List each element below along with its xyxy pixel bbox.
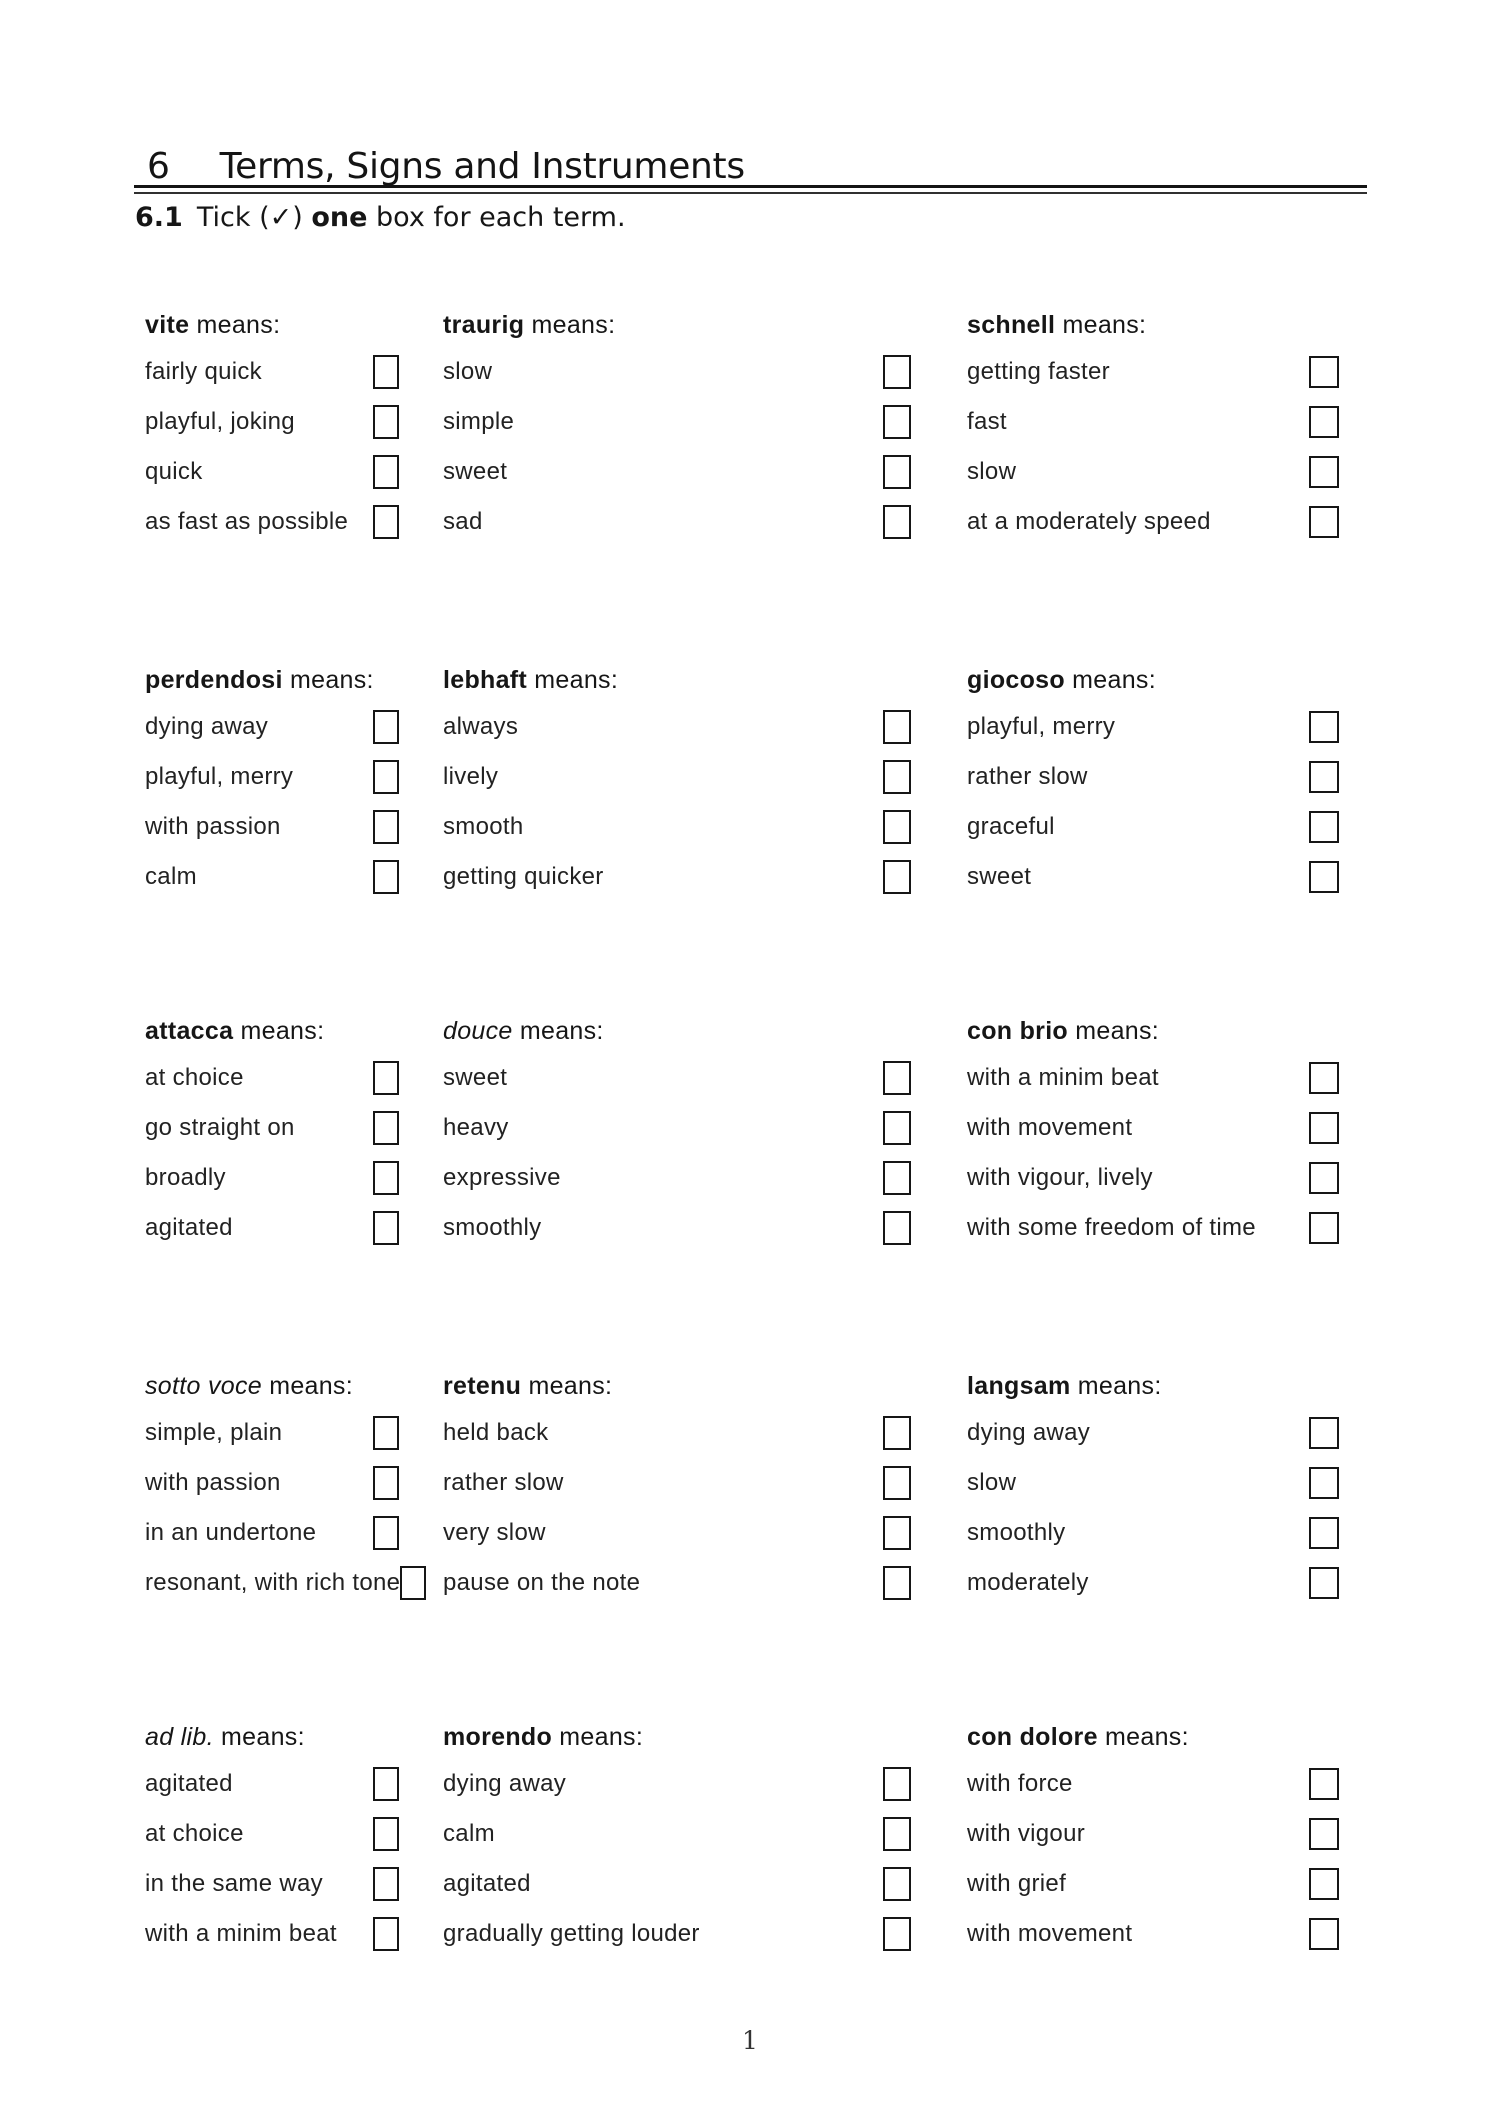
term-block-ad-lib xyxy=(145,1722,399,1959)
option-label: with some freedom of time xyxy=(967,1214,1256,1241)
term-block-schnell xyxy=(967,310,1339,547)
option-row xyxy=(967,1153,1339,1203)
option-label: at choice xyxy=(145,1064,244,1091)
means-label: means: xyxy=(552,1723,644,1751)
means-label: means: xyxy=(189,311,281,339)
option-label: dying away xyxy=(443,1770,567,1797)
option-row xyxy=(443,497,911,547)
checkbox[interactable] xyxy=(373,1161,399,1195)
checkbox[interactable] xyxy=(373,760,399,794)
option-row xyxy=(443,1909,911,1959)
instruction-number: 6.1 xyxy=(135,202,183,233)
term-name: douce xyxy=(443,1017,513,1045)
option-label: dying away xyxy=(967,1419,1091,1446)
option-row xyxy=(443,1053,911,1103)
option-label: agitated xyxy=(443,1870,531,1897)
checkbox[interactable] xyxy=(373,1516,399,1550)
option-label: with force xyxy=(967,1770,1073,1797)
term-name: giocoso xyxy=(967,666,1065,694)
checkbox[interactable] xyxy=(1309,1818,1339,1850)
means-label: means: xyxy=(261,1372,353,1400)
option-row xyxy=(967,802,1339,852)
term-block-retenu xyxy=(443,1371,911,1608)
checkbox[interactable] xyxy=(883,810,911,844)
section-number: 6 xyxy=(147,146,170,187)
term-heading xyxy=(967,1371,1339,1408)
option-row xyxy=(967,1558,1339,1608)
checkbox[interactable] xyxy=(373,1867,399,1901)
option-label: with movement xyxy=(967,1920,1133,1947)
option-row xyxy=(145,1153,399,1203)
term-block-lebhaft xyxy=(443,665,911,902)
option-label: moderately xyxy=(967,1569,1089,1596)
option-label: calm xyxy=(443,1820,495,1847)
means-label: means: xyxy=(1055,311,1147,339)
option-row xyxy=(145,397,399,447)
option-row xyxy=(967,752,1339,802)
checkbox[interactable] xyxy=(1309,711,1339,743)
option-row xyxy=(967,1408,1339,1458)
checkbox[interactable] xyxy=(883,1516,911,1550)
checkbox[interactable] xyxy=(883,1566,911,1600)
option-row xyxy=(443,702,911,752)
option-label: expressive xyxy=(443,1164,561,1191)
option-label: held back xyxy=(443,1419,549,1446)
checkbox[interactable] xyxy=(1309,456,1339,488)
term-block-giocoso xyxy=(967,665,1339,902)
option-row xyxy=(145,1859,399,1909)
means-label: means: xyxy=(1070,1372,1162,1400)
checkbox[interactable] xyxy=(883,1917,911,1951)
option-row xyxy=(967,1053,1339,1103)
term-heading xyxy=(967,310,1339,347)
option-label: simple xyxy=(443,408,515,435)
checkbox[interactable] xyxy=(883,355,911,389)
checkbox[interactable] xyxy=(883,1767,911,1801)
option-label: with movement xyxy=(967,1114,1133,1141)
option-label: quick xyxy=(145,458,203,485)
term-heading xyxy=(967,1016,1339,1053)
means-label: means: xyxy=(1068,1017,1160,1045)
option-label: playful, merry xyxy=(967,713,1116,740)
term-name: sotto voce xyxy=(145,1372,262,1400)
term-name: morendo xyxy=(443,1723,553,1751)
term-name: lebhaft xyxy=(443,666,528,694)
checkbox[interactable] xyxy=(883,710,911,744)
instruction-text-pre: Tick ( xyxy=(196,202,270,233)
checkbox[interactable] xyxy=(1309,1162,1339,1194)
checkbox[interactable] xyxy=(1309,1212,1339,1244)
option-row xyxy=(145,752,399,802)
option-label: slow xyxy=(443,358,493,385)
option-label: with passion xyxy=(145,813,281,840)
option-label: heavy xyxy=(443,1114,509,1141)
option-label: calm xyxy=(145,863,197,890)
term-heading xyxy=(145,1722,399,1759)
option-label: simple, plain xyxy=(145,1419,283,1446)
option-row xyxy=(145,1408,399,1458)
term-heading xyxy=(443,1016,911,1053)
checkbox[interactable] xyxy=(373,1817,399,1851)
option-label: with a minim beat xyxy=(145,1920,337,1947)
checkbox[interactable] xyxy=(883,1867,911,1901)
term-heading xyxy=(443,1371,911,1408)
option-row xyxy=(443,1759,911,1809)
option-row xyxy=(145,497,399,547)
option-label: rather slow xyxy=(967,763,1088,790)
option-label: slow xyxy=(967,1469,1017,1496)
term-name: schnell xyxy=(967,311,1056,339)
option-row xyxy=(145,1508,399,1558)
term-heading xyxy=(145,310,399,347)
checkbox[interactable] xyxy=(373,1767,399,1801)
option-row xyxy=(967,1103,1339,1153)
tick-mark-icon: ✓ xyxy=(269,202,293,233)
term-block-morendo xyxy=(443,1722,911,1959)
checkbox[interactable] xyxy=(883,1111,911,1145)
checkbox[interactable] xyxy=(883,1416,911,1450)
option-label: in an undertone xyxy=(145,1519,317,1546)
checkbox[interactable] xyxy=(373,405,399,439)
term-heading xyxy=(443,310,911,347)
term-block-con-dolore xyxy=(967,1722,1339,1959)
option-row xyxy=(145,1809,399,1859)
checkbox[interactable] xyxy=(373,1061,399,1095)
heading-underline xyxy=(134,185,1367,194)
option-row xyxy=(967,347,1339,397)
option-row xyxy=(967,1759,1339,1809)
option-label: smoothly xyxy=(443,1214,542,1241)
instruction-bold-word: one xyxy=(311,202,368,233)
option-label: agitated xyxy=(145,1214,233,1241)
option-row xyxy=(145,1759,399,1809)
term-name: perdendosi xyxy=(145,666,283,694)
option-row xyxy=(967,702,1339,752)
option-label: dying away xyxy=(145,713,269,740)
checkbox[interactable] xyxy=(883,1466,911,1500)
checkbox[interactable] xyxy=(1309,1517,1339,1549)
option-label: sweet xyxy=(443,1064,508,1091)
checkbox[interactable] xyxy=(883,455,911,489)
term-heading xyxy=(443,1722,911,1759)
option-label: with passion xyxy=(145,1469,281,1496)
option-label: playful, merry xyxy=(145,763,294,790)
option-row xyxy=(967,1859,1339,1909)
checkbox[interactable] xyxy=(1309,1768,1339,1800)
option-label: broadly xyxy=(145,1164,226,1191)
option-label: sweet xyxy=(967,863,1032,890)
checkbox[interactable] xyxy=(373,1111,399,1145)
option-label: graceful xyxy=(967,813,1055,840)
checkbox[interactable] xyxy=(373,1211,399,1245)
option-label: smoothly xyxy=(967,1519,1066,1546)
checkbox[interactable] xyxy=(373,710,399,744)
checkbox[interactable] xyxy=(373,355,399,389)
option-row xyxy=(443,1458,911,1508)
option-row xyxy=(145,702,399,752)
term-heading xyxy=(145,1016,399,1053)
option-label: in the same way xyxy=(145,1870,323,1897)
option-row xyxy=(443,1558,911,1608)
option-label: sweet xyxy=(443,458,508,485)
option-label: very slow xyxy=(443,1519,546,1546)
option-label: rather slow xyxy=(443,1469,564,1496)
option-row xyxy=(967,852,1339,902)
option-row xyxy=(443,447,911,497)
checkbox[interactable] xyxy=(373,1466,399,1500)
term-block-vite xyxy=(145,310,399,547)
means-label: means: xyxy=(1097,1723,1189,1751)
checkbox[interactable] xyxy=(373,860,399,894)
instruction-text-mid: ) xyxy=(292,202,312,233)
checkbox[interactable] xyxy=(883,1211,911,1245)
term-name: ad lib. xyxy=(145,1723,214,1751)
means-label: means: xyxy=(527,666,619,694)
checkbox[interactable] xyxy=(1309,1868,1339,1900)
option-row xyxy=(145,852,399,902)
checkbox[interactable] xyxy=(373,810,399,844)
option-row xyxy=(443,1153,911,1203)
instruction-text-tail: box for each term. xyxy=(367,202,626,233)
option-label: with vigour xyxy=(967,1820,1086,1847)
option-row xyxy=(145,1103,399,1153)
checkbox[interactable] xyxy=(1309,861,1339,893)
option-label: lively xyxy=(443,763,499,790)
option-row xyxy=(443,752,911,802)
means-label: means: xyxy=(512,1017,604,1045)
option-row xyxy=(967,447,1339,497)
checkbox[interactable] xyxy=(1309,1467,1339,1499)
term-block-langsam xyxy=(967,1371,1339,1608)
option-row xyxy=(145,1203,399,1253)
option-label: go straight on xyxy=(145,1114,295,1141)
option-label: pause on the note xyxy=(443,1569,641,1596)
option-label: with a minim beat xyxy=(967,1064,1159,1091)
option-row xyxy=(145,1909,399,1959)
option-row xyxy=(443,347,911,397)
option-label: at choice xyxy=(145,1820,244,1847)
option-row xyxy=(443,1103,911,1153)
checkbox[interactable] xyxy=(883,505,911,539)
term-heading xyxy=(145,665,399,702)
term-block-sotto-voce xyxy=(145,1371,399,1608)
option-row xyxy=(443,1203,911,1253)
instruction-line xyxy=(135,201,626,235)
checkbox[interactable] xyxy=(883,1817,911,1851)
term-block-traurig xyxy=(443,310,911,547)
term-name: retenu xyxy=(443,1372,522,1400)
option-label: smooth xyxy=(443,813,524,840)
checkbox[interactable] xyxy=(883,860,911,894)
option-label: with grief xyxy=(967,1870,1067,1897)
option-row xyxy=(443,397,911,447)
checkbox[interactable] xyxy=(1309,506,1339,538)
option-row xyxy=(967,1458,1339,1508)
means-label: means: xyxy=(282,666,374,694)
term-name: attacca xyxy=(145,1017,234,1045)
option-row xyxy=(145,1053,399,1103)
option-label: resonant, with rich tone xyxy=(145,1569,401,1596)
checkbox[interactable] xyxy=(373,1917,399,1951)
option-row xyxy=(967,1909,1339,1959)
term-heading xyxy=(967,665,1339,702)
option-label: fast xyxy=(967,408,1007,435)
option-row xyxy=(145,447,399,497)
option-row xyxy=(443,1809,911,1859)
checkbox[interactable] xyxy=(1309,811,1339,843)
option-row xyxy=(443,1408,911,1458)
term-name: con dolore xyxy=(967,1723,1098,1751)
term-name: traurig xyxy=(443,311,525,339)
option-row xyxy=(967,497,1339,547)
option-label: with vigour, lively xyxy=(967,1164,1153,1191)
option-row xyxy=(145,1458,399,1508)
term-heading xyxy=(443,665,911,702)
term-name: langsam xyxy=(967,1372,1071,1400)
option-label: getting faster xyxy=(967,358,1110,385)
term-block-con-brio xyxy=(967,1016,1339,1253)
checkbox[interactable] xyxy=(883,405,911,439)
option-label: fairly quick xyxy=(145,358,262,385)
term-heading xyxy=(145,1371,399,1408)
option-row xyxy=(967,1809,1339,1859)
checkbox[interactable] xyxy=(883,1061,911,1095)
option-label: slow xyxy=(967,458,1017,485)
means-label: means: xyxy=(521,1372,613,1400)
checkbox[interactable] xyxy=(373,1416,399,1450)
option-row xyxy=(443,852,911,902)
term-heading xyxy=(967,1722,1339,1759)
option-label: getting quicker xyxy=(443,863,604,890)
checkbox[interactable] xyxy=(1309,1567,1339,1599)
checkbox[interactable] xyxy=(373,505,399,539)
option-label: always xyxy=(443,713,519,740)
option-label: gradually getting louder xyxy=(443,1920,700,1947)
checkbox[interactable] xyxy=(883,1161,911,1195)
means-label: means: xyxy=(1064,666,1156,694)
term-name: con brio xyxy=(967,1017,1069,1045)
option-row xyxy=(145,347,399,397)
section-heading xyxy=(147,148,745,186)
option-row xyxy=(967,1508,1339,1558)
page-number: 1 xyxy=(742,2026,758,2055)
option-row xyxy=(443,802,911,852)
option-row xyxy=(145,802,399,852)
checkbox[interactable] xyxy=(1309,1112,1339,1144)
option-row xyxy=(443,1859,911,1909)
means-label: means: xyxy=(524,311,616,339)
checkbox[interactable] xyxy=(373,455,399,489)
means-label: means: xyxy=(213,1723,305,1751)
option-label: as fast as possible xyxy=(145,508,349,535)
term-block-attacca xyxy=(145,1016,399,1253)
option-row xyxy=(443,1508,911,1558)
option-row xyxy=(967,397,1339,447)
option-row xyxy=(145,1558,399,1608)
option-label: playful, joking xyxy=(145,408,295,435)
checkbox[interactable] xyxy=(1309,1918,1339,1950)
option-label: at a moderately speed xyxy=(967,508,1211,535)
checkbox[interactable] xyxy=(400,1566,426,1600)
means-label: means: xyxy=(233,1017,325,1045)
checkbox[interactable] xyxy=(1309,1417,1339,1449)
term-block-perdendosi xyxy=(145,665,399,902)
term-name: vite xyxy=(145,311,190,339)
term-block-douce xyxy=(443,1016,911,1253)
checkbox[interactable] xyxy=(1309,1062,1339,1094)
checkbox[interactable] xyxy=(1309,406,1339,438)
checkbox[interactable] xyxy=(883,760,911,794)
checkbox[interactable] xyxy=(1309,356,1339,388)
checkbox[interactable] xyxy=(1309,761,1339,793)
section-title: Terms, Signs and Instruments xyxy=(219,146,745,187)
option-row xyxy=(967,1203,1339,1253)
option-label: sad xyxy=(443,508,483,535)
option-label: agitated xyxy=(145,1770,233,1797)
